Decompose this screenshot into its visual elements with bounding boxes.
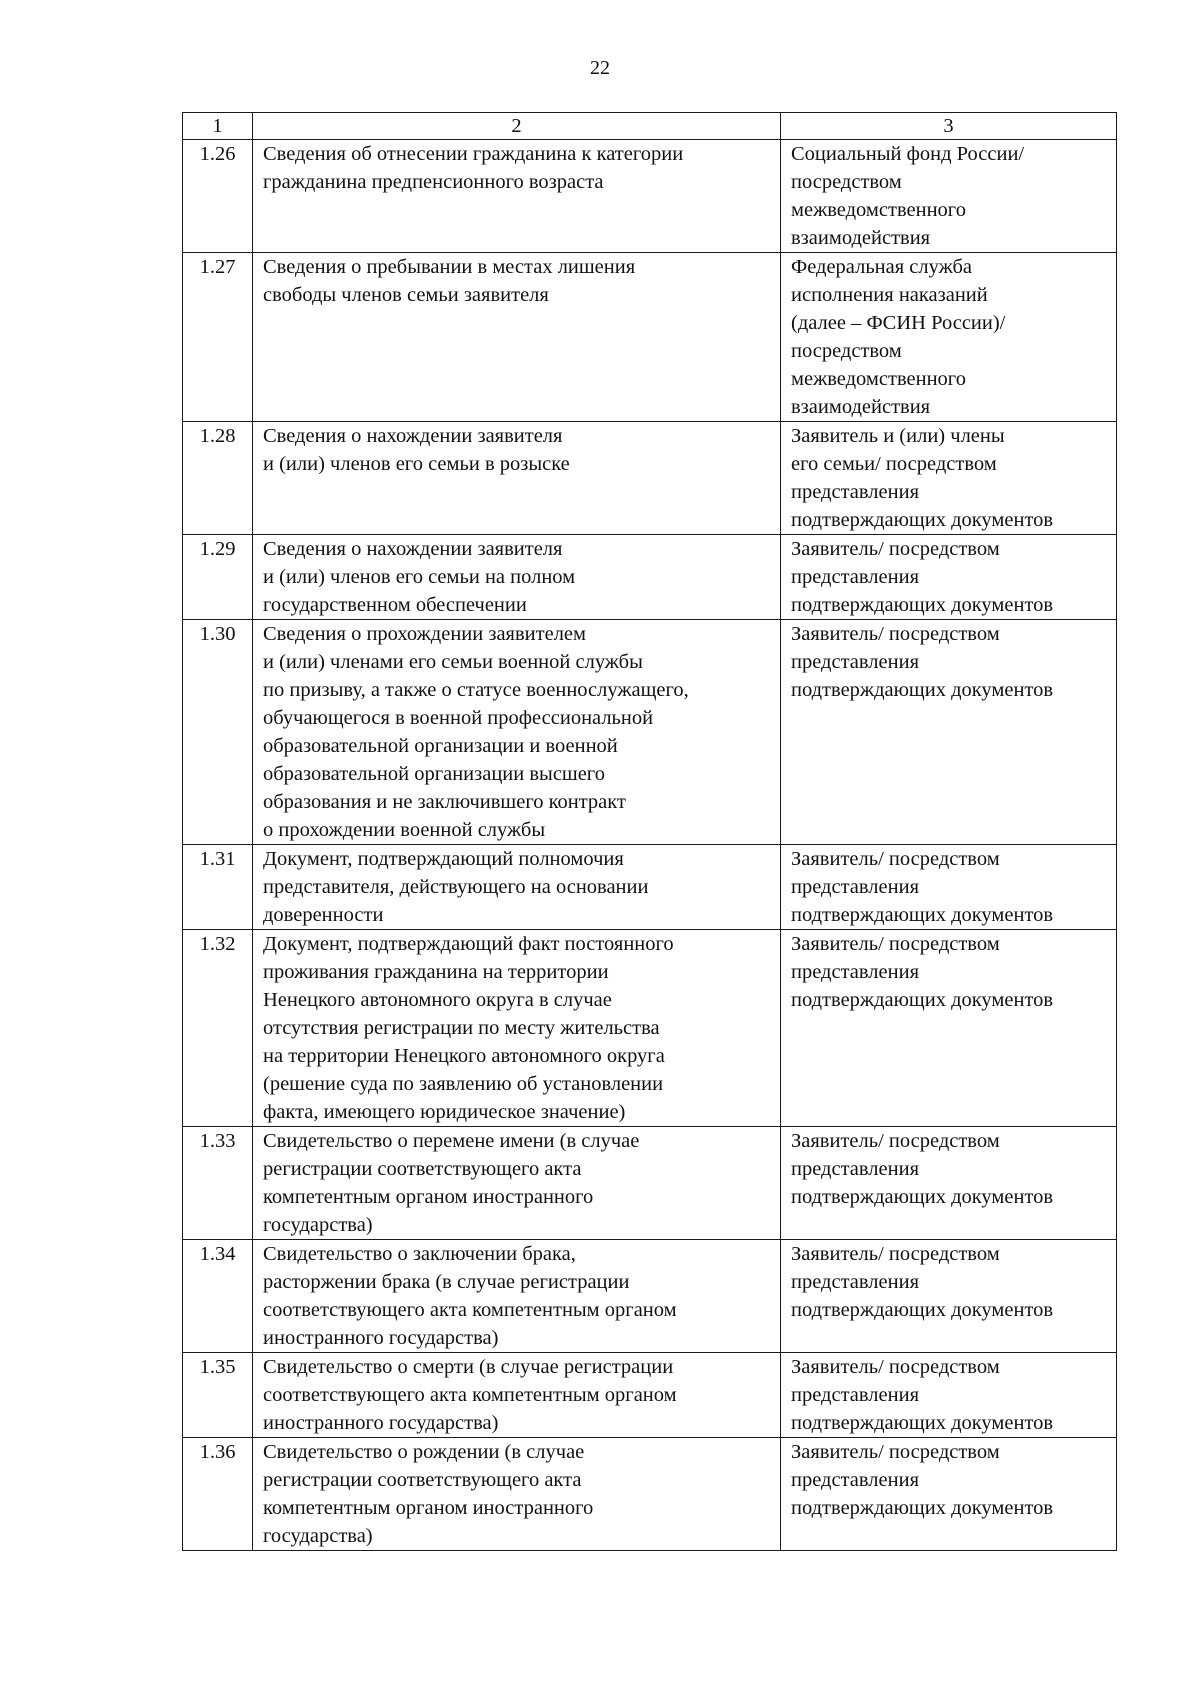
row-number: 1.26 [183, 140, 253, 253]
row-source: Заявитель/ посредством представления подтверждающих документов [791, 933, 1054, 1011]
row-description: Свидетельство о перемене имени (в случае регистрации соответствующего акта компетентным органом иностранного государства) [263, 1130, 640, 1236]
table-row [183, 422, 1117, 535]
table-body [183, 140, 1117, 1551]
row-number: 1.33 [183, 1127, 253, 1240]
row-description: Документ, подтверждающий факт постоянного проживания гражданина на территории Ненецкого автономного округа в случае отсутствия регистрации по месту жительства на территории Ненецкого автономного округа (решение суда по заявлению об установлении факта, имеющего юридическое значение) [263, 933, 674, 1123]
row-source: Заявитель и (или) члены его семьи/ посредством представления подтверждающих документов [791, 425, 1054, 531]
row-source: Заявитель/ посредством представления подтверждающих документов [791, 1243, 1054, 1321]
row-source-cell [781, 620, 1117, 845]
row-number: 1.29 [183, 535, 253, 620]
table-row [183, 845, 1117, 930]
row-source-cell [781, 535, 1117, 620]
row-number: 1.36 [183, 1438, 253, 1551]
table-row [183, 1240, 1117, 1353]
row-number: 1.34 [183, 1240, 253, 1353]
row-source-cell [781, 253, 1117, 422]
row-description: Сведения о нахождении заявителя и (или) членов его семьи в розыске [263, 425, 570, 475]
table-row [183, 1438, 1117, 1551]
row-description-cell [253, 1438, 781, 1551]
row-description: Свидетельство о заключении брака, расторжении брака (в случае регистрации соответствующего акта компетентным органом иностранного государства) [263, 1243, 677, 1349]
row-description: Сведения о нахождении заявителя и (или) членов его семьи на полном государственном обеспечении [263, 538, 576, 616]
row-description-cell [253, 1127, 781, 1240]
row-description-cell [253, 140, 781, 253]
table-row [183, 535, 1117, 620]
row-description: Свидетельство о рождении (в случае регистрации соответствующего акта компетентным органом иностранного государства) [263, 1441, 594, 1547]
row-number: 1.27 [183, 253, 253, 422]
table-row [183, 1353, 1117, 1438]
row-description: Сведения о пребывании в местах лишения свободы членов семьи заявителя [263, 256, 636, 306]
row-description-cell [253, 845, 781, 930]
row-number: 1.31 [183, 845, 253, 930]
row-number: 1.32 [183, 930, 253, 1127]
row-description-cell [253, 930, 781, 1127]
row-source-cell [781, 140, 1117, 253]
row-description-cell [253, 535, 781, 620]
row-description-cell [253, 1240, 781, 1353]
row-source-cell [781, 1127, 1117, 1240]
row-source-cell [781, 845, 1117, 930]
column-header-number: 1 [183, 113, 253, 140]
row-number: 1.30 [183, 620, 253, 845]
row-source: Заявитель/ посредством представления подтверждающих документов [791, 623, 1054, 701]
column-header-source: 3 [781, 113, 1117, 140]
row-source-cell [781, 930, 1117, 1127]
row-source: Заявитель/ посредством представления подтверждающих документов [791, 848, 1054, 926]
row-description: Документ, подтверждающий полномочия представителя, действующего на основании доверенности [263, 848, 649, 926]
row-source: Заявитель/ посредством представления подтверждающих документов [791, 1441, 1054, 1519]
row-source-cell [781, 1438, 1117, 1551]
page-number: 22 [590, 57, 610, 79]
document-table [182, 112, 1117, 1551]
row-source-cell [781, 1353, 1117, 1438]
row-source-cell [781, 1240, 1117, 1353]
row-source: Заявитель/ посредством представления подтверждающих документов [791, 538, 1054, 616]
table-row [183, 620, 1117, 845]
row-source: Заявитель/ посредством представления подтверждающих документов [791, 1130, 1054, 1208]
table-row [183, 140, 1117, 253]
column-header-description: 2 [253, 113, 781, 140]
row-source: Социальный фонд России/ посредством межведомственного взаимодействия [791, 143, 1025, 249]
row-description-cell [253, 620, 781, 845]
table-header-row [183, 113, 1117, 140]
row-description: Сведения о прохождении заявителем и (или) членами его семьи военной службы по призыву, а также о статусе военнослужащего, обучающегося в военной профессиональной образовательной организации и военной образовательной организации высшего образования и не заключившего контракт о прохождении военной службы [263, 623, 689, 841]
row-number: 1.28 [183, 422, 253, 535]
row-description-cell [253, 422, 781, 535]
row-source: Федеральная служба исполнения наказаний (далее – ФСИН России)/ посредством межведомственного взаимодействия [791, 256, 1006, 418]
row-description-cell [253, 1353, 781, 1438]
row-source: Заявитель/ посредством представления подтверждающих документов [791, 1356, 1054, 1434]
table-row [183, 253, 1117, 422]
row-description-cell [253, 253, 781, 422]
row-description: Свидетельство о смерти (в случае регистрации соответствующего акта компетентным органом иностранного государства) [263, 1356, 677, 1434]
row-number: 1.35 [183, 1353, 253, 1438]
table-row [183, 1127, 1117, 1240]
row-source-cell [781, 422, 1117, 535]
row-description: Сведения об отнесении гражданина к категории гражданина предпенсионного возраста [263, 143, 684, 193]
table-row [183, 930, 1117, 1127]
